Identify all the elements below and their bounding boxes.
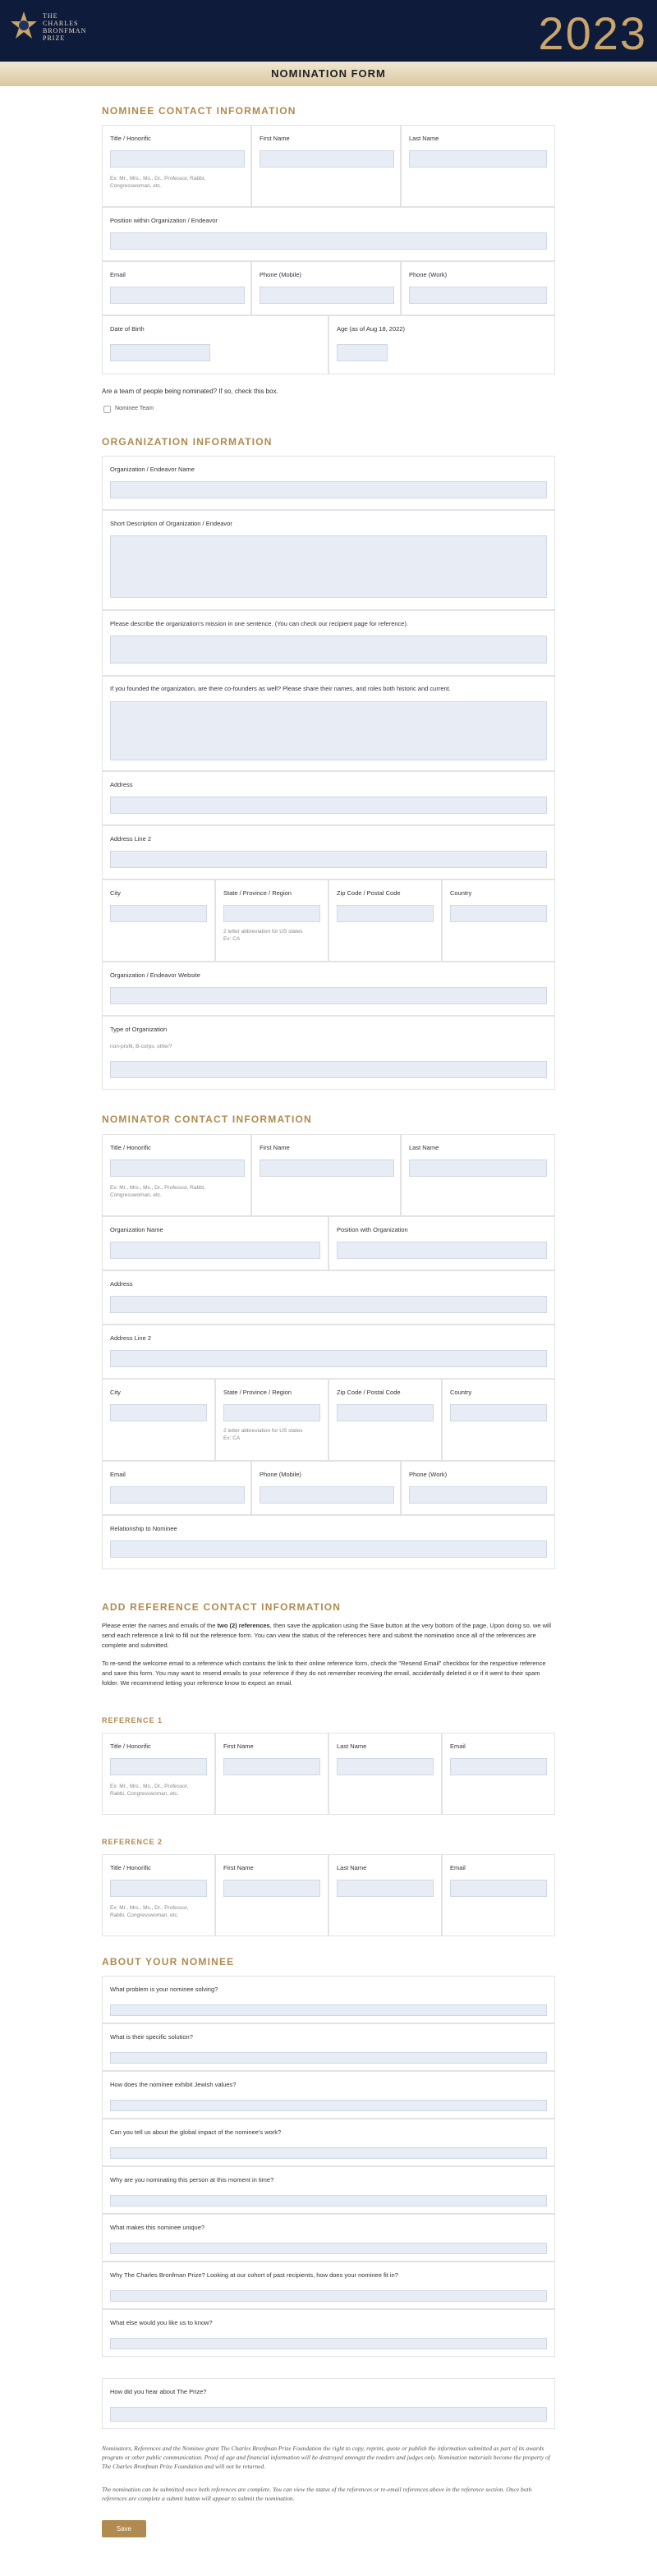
- nominator-mobile-input[interactable]: [260, 1486, 394, 1504]
- nominee-mobile-cell: [251, 261, 401, 315]
- nominator-position-input[interactable]: [337, 1242, 547, 1259]
- org-address-input[interactable]: [110, 797, 547, 814]
- hear-about-cell: [102, 2378, 555, 2429]
- ref2-last-name-input[interactable]: [337, 1880, 434, 1897]
- nominee-position-input[interactable]: [110, 232, 547, 250]
- nominator-zip-input[interactable]: [337, 1404, 434, 1421]
- nominee-age-input[interactable]: [337, 344, 388, 361]
- field-label: First Name: [260, 1144, 290, 1151]
- org-name-input[interactable]: [110, 481, 547, 498]
- nominator-city-input[interactable]: [110, 1404, 207, 1421]
- field-hint: Ex: Mr., Mrs., Ms., Dr., Professor, Rabbi, Congresswoman, etc.: [110, 1784, 189, 1797]
- about-question-cell: [102, 2166, 555, 2214]
- nominator-last-cell: [401, 1134, 555, 1216]
- field-label: If you founded the organization, are there co-founders as well? Please share their names, and roles both historic and current.: [110, 685, 451, 692]
- field-label: Last Name: [409, 135, 439, 142]
- nominator-address2-input[interactable]: [110, 1350, 547, 1367]
- question-label: What makes this nominee unique?: [110, 2224, 205, 2231]
- nominator-city-cell: [102, 1379, 215, 1461]
- reference-2-heading: REFERENCE 2: [102, 1838, 163, 1846]
- ref1-first-cell: [215, 1733, 328, 1815]
- question-label: What problem is your nominee solving?: [110, 1986, 218, 1993]
- field-label: Title / Honorific: [110, 1144, 151, 1151]
- year-label: 2023: [538, 7, 647, 59]
- ref2-email-cell: [442, 1854, 555, 1936]
- organization-section-heading: ORGANIZATION INFORMATION: [102, 436, 273, 448]
- nominee-title-input[interactable]: [110, 150, 245, 168]
- ref1-email-input[interactable]: [450, 1758, 547, 1775]
- field-hint: 2 letter abbreviation for US states Ex: CA: [223, 1428, 303, 1441]
- org-zip-cell: [328, 879, 442, 962]
- field-label: Type of Organization: [110, 1026, 168, 1033]
- field-label: First Name: [260, 135, 290, 142]
- field-hint: non-profit, B-corps, other?: [110, 1044, 172, 1049]
- org-type-input[interactable]: [110, 1061, 547, 1078]
- field-label: Phone (Mobile): [260, 1471, 301, 1478]
- org-address-cell: [102, 771, 555, 825]
- nominator-email-cell: [102, 1461, 251, 1515]
- about-question-cell: [102, 2214, 555, 2261]
- nominee-last-name-input[interactable]: [409, 150, 547, 168]
- field-label: Address Line 2: [110, 1334, 152, 1342]
- nominator-mobile-cell: [251, 1461, 401, 1515]
- about-question-cell: [102, 1976, 555, 2023]
- nominator-state-cell: [215, 1379, 328, 1461]
- org-city-cell: [102, 879, 215, 962]
- logo-wordmark: THE CHARLES BRONFMAN PRIZE: [43, 12, 87, 42]
- nominee-first-cell: [251, 125, 401, 207]
- references-section-heading: ADD REFERENCE CONTACT INFORMATION: [102, 1601, 342, 1613]
- question-label: What else would you like us to know?: [110, 2319, 213, 2326]
- field-label: Phone (Mobile): [260, 271, 301, 278]
- nominator-zip-cell: [328, 1379, 442, 1461]
- nominee-dob-cell: [102, 315, 328, 374]
- about-answer-2[interactable]: [110, 2052, 547, 2064]
- org-country-cell: [442, 879, 555, 962]
- org-description-textarea[interactable]: [110, 535, 547, 598]
- prize-logo[interactable]: [10, 10, 92, 51]
- field-label: City: [110, 889, 121, 897]
- nominator-first-name-input[interactable]: [260, 1159, 394, 1177]
- org-mission-cell: [102, 610, 555, 676]
- nominator-org-cell: [102, 1216, 328, 1270]
- org-state-input[interactable]: [223, 905, 320, 922]
- field-label: Title / Honorific: [110, 1743, 151, 1750]
- field-label: Organization / Endeavor Name: [110, 466, 195, 473]
- nominee-team-checkbox[interactable]: [103, 406, 111, 413]
- nominator-address-cell: [102, 1270, 555, 1325]
- star-icon: [10, 10, 38, 43]
- field-label: Organization Name: [110, 1226, 163, 1233]
- field-label: Position with Organization: [337, 1226, 408, 1233]
- nominee-work-input[interactable]: [409, 287, 547, 304]
- ref2-title-cell: [102, 1854, 215, 1936]
- nominee-email-cell: [102, 261, 251, 315]
- save-button[interactable]: Save: [102, 2520, 146, 2537]
- org-state-cell: [215, 879, 328, 962]
- org-city-input[interactable]: [110, 905, 207, 922]
- nominator-address-input[interactable]: [110, 1296, 547, 1313]
- nominator-org-input[interactable]: [110, 1242, 320, 1259]
- field-label: Last Name: [409, 1144, 439, 1151]
- field-hint: Ex: Mr., Mrs., Ms., Dr., Professor, Rabbi, Congresswoman, etc.: [110, 1185, 205, 1198]
- submission-notice: The nomination can be submitted once both references are complete. You can view the status of the references or re-email references above in the reference section. Once both references are complete a submit button will appear to submit the nomination.: [102, 2486, 532, 2502]
- nominee-last-cell: [401, 125, 555, 207]
- ref2-title-input[interactable]: [110, 1880, 207, 1897]
- field-label: Relationship to Nominee: [110, 1525, 177, 1532]
- about-question-cell: [102, 2309, 555, 2357]
- nominator-first-cell: [251, 1134, 401, 1216]
- team-question: Are a team of people being nominated? If so, check this box.: [102, 388, 278, 395]
- nominator-title-input[interactable]: [110, 1159, 245, 1177]
- field-label: Email: [450, 1864, 466, 1871]
- about-answer-5[interactable]: [110, 2195, 547, 2206]
- org-description-cell: [102, 510, 555, 610]
- ref1-first-name-input[interactable]: [223, 1758, 320, 1775]
- about-answer-3[interactable]: [110, 2100, 547, 2111]
- field-label: City: [110, 1389, 121, 1396]
- references-instructions-2: To re-send the welcome email to a reference which contains the link to their online reference form, check the "Resend Email" checkbox for the respective reference and save this form. You may want to resend emails to your reference if they do not remember receiving the email, accidentally deleted it or if it went to their spam folder. We recommend letting your reference know to expect an email.: [102, 1660, 546, 1687]
- field-label: Email: [110, 1471, 126, 1478]
- references-instructions-1: Please enter the names and emails of the two (2) references, then save the application using the Save button at the very bottom of the page. Upon doing so, we will send each reference a link to fill out the reference form. You can view the status of the references here and submit the nomination once all of the references are complete and submitted.: [102, 1622, 552, 1649]
- field-label: Address Line 2: [110, 835, 152, 843]
- field-label: First Name: [223, 1864, 254, 1871]
- org-address2-input[interactable]: [110, 851, 547, 868]
- field-label: Country: [450, 1389, 472, 1396]
- org-website-cell: [102, 962, 555, 1016]
- field-label: Short Description of Organization / Endeavor: [110, 520, 232, 527]
- question-label: How did you hear about The Prize?: [110, 2388, 207, 2395]
- nominee-work-cell: [401, 261, 555, 315]
- site-header: [0, 0, 657, 62]
- nominee-team-label: Nominee Team: [115, 406, 154, 411]
- nominee-first-name-input[interactable]: [260, 150, 394, 168]
- nominator-section-heading: NOMINATOR CONTACT INFORMATION: [102, 1114, 312, 1125]
- nominator-title-cell: [102, 1134, 251, 1216]
- org-country-input[interactable]: [450, 905, 547, 922]
- org-cofounders-textarea[interactable]: [110, 701, 547, 760]
- field-label: Phone (Work): [409, 271, 448, 278]
- field-hint: 2 letter abbreviation for US states Ex: CA: [223, 929, 303, 942]
- about-answer-1[interactable]: [110, 2004, 547, 2016]
- ref1-title-cell: [102, 1733, 215, 1815]
- ref1-email-cell: [442, 1733, 555, 1815]
- nominee-title-cell: [102, 125, 251, 207]
- question-label: Can you tell us about the global impact of the nominee's work?: [110, 2128, 282, 2136]
- field-label: First Name: [223, 1743, 254, 1750]
- field-label: Age (as of Aug 18, 2022): [337, 325, 405, 333]
- nominee-position-cell: [102, 207, 555, 261]
- ref1-last-cell: [328, 1733, 442, 1815]
- legal-notice: Nominators, References and the Nominee grant The Charles Bronfman Prize Foundation the right to copy, reprint, quote or publish the information submitted as part of its awards program or other public communication. Proof of age and financial information will be destroyed amongst the readers and judges only. Nomination materials become the property of The Charles Bronfman Prize Foundation and will not be returned.: [102, 2445, 550, 2470]
- nominator-state-input[interactable]: [223, 1404, 320, 1421]
- question-label: How does the nominee exhibit Jewish values?: [110, 2081, 237, 2088]
- nominator-email-input[interactable]: [110, 1486, 245, 1504]
- field-label: Email: [450, 1743, 466, 1750]
- field-label: Position within Organization / Endeavor: [110, 217, 218, 224]
- form-title: NOMINATION FORM: [271, 67, 386, 80]
- question-label: Why are you nominating this person at this moment in time?: [110, 2176, 274, 2183]
- org-type-cell: [102, 1016, 555, 1090]
- field-label: Phone (Work): [409, 1471, 448, 1478]
- about-section-heading: ABOUT YOUR NOMINEE: [102, 1956, 235, 1968]
- field-hint: Ex: Mr., Mrs., Ms., Dr., Professor, Rabbi, Congresswoman, etc.: [110, 176, 205, 189]
- nominee-age-cell: [328, 315, 555, 374]
- field-label: Zip Code / Postal Code: [337, 1389, 401, 1396]
- about-question-cell: [102, 2119, 555, 2166]
- nominator-relationship-input[interactable]: [110, 1541, 547, 1558]
- org-address2-cell: [102, 825, 555, 879]
- about-answer-7[interactable]: [110, 2290, 547, 2302]
- about-question-cell: [102, 2261, 555, 2309]
- field-label: Date of Birth: [110, 325, 145, 333]
- field-label: Last Name: [337, 1864, 367, 1871]
- field-label: Address: [110, 781, 133, 788]
- org-zip-input[interactable]: [337, 905, 434, 922]
- nominator-position-cell: [328, 1216, 555, 1270]
- hear-about-input[interactable]: [110, 2407, 547, 2422]
- field-label: State / Province / Region: [223, 889, 292, 897]
- field-label: Country: [450, 889, 472, 897]
- field-hint: Ex: Mr., Mrs., Ms., Dr., Professor, Rabbi, Congresswoman, etc.: [110, 1905, 189, 1918]
- org-name-cell: [102, 456, 555, 510]
- nominator-country-input[interactable]: [450, 1404, 547, 1421]
- ref1-last-name-input[interactable]: [337, 1758, 434, 1775]
- about-answer-6[interactable]: [110, 2243, 547, 2254]
- field-label: Please describe the organization's mission in one sentence. (You can check our recipient page for reference).: [110, 620, 409, 627]
- field-label: Title / Honorific: [110, 135, 151, 142]
- ref2-first-name-input[interactable]: [223, 1880, 320, 1897]
- question-label: What is their specific solution?: [110, 2033, 193, 2041]
- nominator-country-cell: [442, 1379, 555, 1461]
- field-label: Last Name: [337, 1743, 367, 1750]
- field-label: Organization / Endeavor Website: [110, 971, 200, 979]
- field-label: Email: [110, 271, 126, 278]
- about-question-cell: [102, 2071, 555, 2119]
- nominee-dob-input[interactable]: [110, 344, 210, 361]
- org-mission-textarea[interactable]: [110, 636, 547, 664]
- org-website-input[interactable]: [110, 987, 547, 1004]
- field-label: Title / Honorific: [110, 1864, 151, 1871]
- about-question-cell: [102, 2023, 555, 2071]
- field-label: State / Province / Region: [223, 1389, 292, 1396]
- field-label: Address: [110, 1280, 133, 1288]
- field-label: Zip Code / Postal Code: [337, 889, 401, 897]
- about-answer-8[interactable]: [110, 2338, 547, 2349]
- ref1-title-input[interactable]: [110, 1758, 207, 1775]
- nominator-address2-cell: [102, 1325, 555, 1379]
- nominator-work-cell: [401, 1461, 555, 1515]
- ref2-email-input[interactable]: [450, 1880, 547, 1897]
- nominee-email-input[interactable]: [110, 287, 245, 304]
- nominator-relationship-cell: [102, 1515, 555, 1569]
- nominee-mobile-input[interactable]: [260, 287, 394, 304]
- about-answer-4[interactable]: [110, 2147, 547, 2159]
- reference-1-heading: REFERENCE 1: [102, 1716, 163, 1724]
- ref2-first-cell: [215, 1854, 328, 1936]
- ref2-last-cell: [328, 1854, 442, 1936]
- org-cofounders-cell: [102, 676, 555, 771]
- nominee-section-heading: NOMINEE CONTACT INFORMATION: [102, 105, 296, 117]
- nominator-work-input[interactable]: [409, 1486, 547, 1504]
- question-label: Why The Charles Bronfman Prize? Looking at our cohort of past recipients, how does your nominee fit in?: [110, 2271, 398, 2279]
- nominator-last-name-input[interactable]: [409, 1159, 547, 1177]
